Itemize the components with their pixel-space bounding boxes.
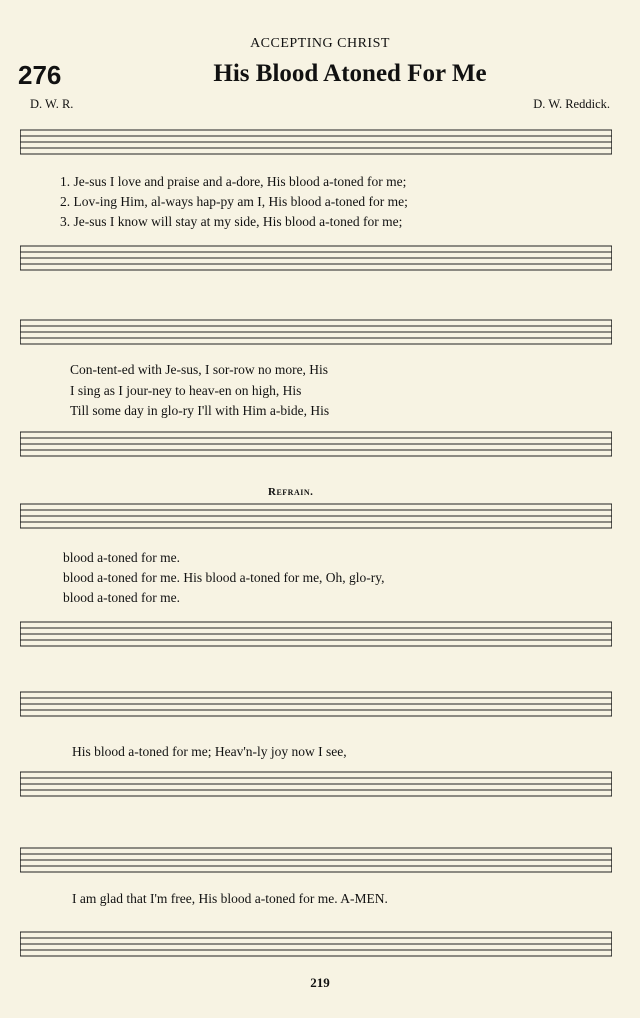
hymn-number: 276 xyxy=(18,60,62,90)
lyric-line: Till some day in glo-ry I'll with Him a-bide, His xyxy=(70,403,330,418)
lyric-line: I sing as I jour-ney to heav-en on high, His xyxy=(70,383,302,398)
lyric-line: blood a-toned for me. xyxy=(63,590,180,605)
bass-staff-5 xyxy=(20,930,612,958)
lyric-line: 2. Lov-ing Him, al-ways hap-py am I, His blood a-toned for me; xyxy=(60,194,408,209)
refrain-label: Refrain. xyxy=(268,486,314,498)
bass-staff-4 xyxy=(20,770,612,798)
bass-staff-3 xyxy=(20,620,612,648)
lyric-line: Con-tent-ed with Je-sus, I sor-row no more, His xyxy=(70,362,329,377)
bass-staff-1 xyxy=(20,244,612,272)
lyric-line: His blood a-toned for me; Heav'n-ly joy now I see, xyxy=(72,744,347,759)
lyric-line: 3. Je-sus I know will stay at my side, His blood a-toned for me; xyxy=(60,214,403,229)
lyric-line: I am glad that I'm free, His blood a-toned for me. A-MEN. xyxy=(72,891,388,906)
lyric-line: blood a-toned for me. His blood a-toned for me, Oh, glo-ry, xyxy=(63,570,385,585)
section-heading: ACCEPTING CHRIST xyxy=(250,36,390,51)
treble-staff-1 xyxy=(20,128,612,156)
lyric-line: 1. Je-sus I love and praise and a-dore, His blood a-toned for me; xyxy=(60,174,407,189)
treble-staff-4 xyxy=(20,690,612,718)
page-number: 219 xyxy=(310,975,330,990)
lyric-line: blood a-toned for me. xyxy=(63,550,180,565)
treble-staff-2 xyxy=(20,318,612,346)
hymn-title: His Blood Atoned For Me xyxy=(213,60,487,87)
treble-staff-3 xyxy=(20,502,612,530)
music-author: D. W. Reddick. xyxy=(533,97,610,111)
bass-staff-2 xyxy=(20,430,612,458)
treble-staff-5 xyxy=(20,846,612,874)
words-author: D. W. R. xyxy=(30,97,74,111)
